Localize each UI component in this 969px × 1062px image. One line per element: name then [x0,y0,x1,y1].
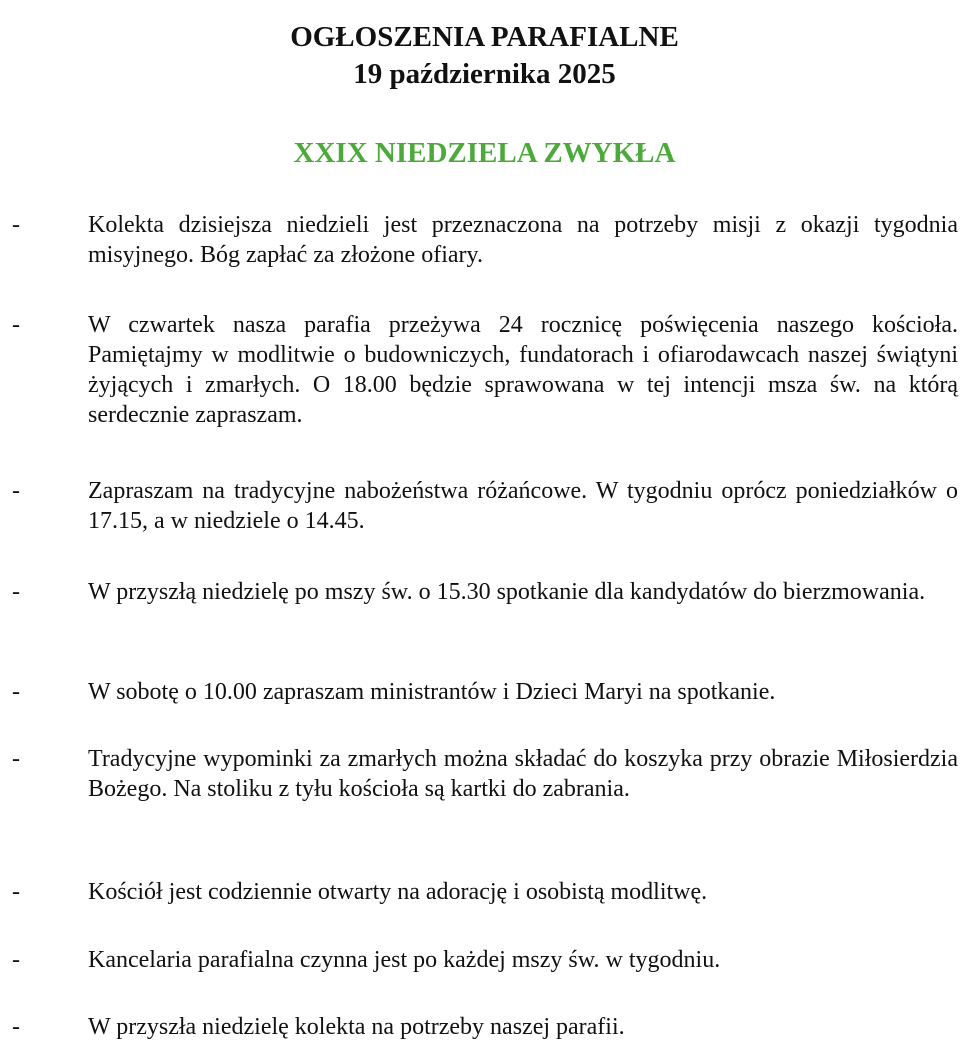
announcement-text: W czwartek nasza parafia przeżywa 24 rocznicę poświęcenia naszego kościoła. Pamiętajmy w modlitwie o budowniczych, fundatorach i ofiarodawcach naszej świątyni żyjących i zmarłych. O 18.00 będzie sprawowana w tej intencji msza św. na którą serdecznie zapraszam. [88,312,958,428]
bullet-dash: - [12,1014,20,1040]
announcement-text: W przyszła niedzielę kolekta na potrzeby naszej parafii. [88,1014,625,1040]
liturgical-sunday-title: XXIX NIEDZIELA ZWYKŁA [293,137,676,169]
bullet-dash: - [12,312,20,338]
bullet-dash: - [12,947,20,973]
announcement-text: Kancelaria parafialna czynna jest po każdej mszy św. w tygodniu. [88,947,721,973]
announcement-text: W sobotę o 10.00 zapraszam ministrantów i Dzieci Maryi na spotkanie. [88,679,776,705]
bullet-dash: - [12,579,20,605]
bullet-dash: - [12,879,20,905]
bullet-dash: - [12,746,20,772]
announcement-text: Kościół jest codziennie otwarty na adorację i osobistą modlitwę. [88,879,708,905]
page-date: 19 października 2025 [353,58,616,90]
announcement-text: W przyszłą niedzielę po mszy św. o 15.30 spotkanie dla kandydatów do bierzmowania. [88,579,926,605]
announcement-text: Zapraszam na tradycyjne nabożeństwa różańcowe. W tygodniu oprócz poniedziałków o 17.15, a w niedziele o 14.45. [88,478,958,534]
bullet-dash: - [12,478,20,504]
announcement-text: Tradycyjne wypominki za zmarłych można składać do koszyka przy obrazie Miłosierdzia Bożego. Na stoliku z tyłu kościoła są kartki do zabrania. [88,746,958,802]
bullet-dash: - [12,679,20,705]
page-title: OGŁOSZENIA PARAFIALNE [290,21,679,53]
bullet-dash: - [12,212,20,238]
announcement-text: Kolekta dzisiejsza niedzieli jest przeznaczona na potrzeby misji z okazji tygodnia misyjnego. Bóg zapłać za złożone ofiary. [88,212,958,268]
